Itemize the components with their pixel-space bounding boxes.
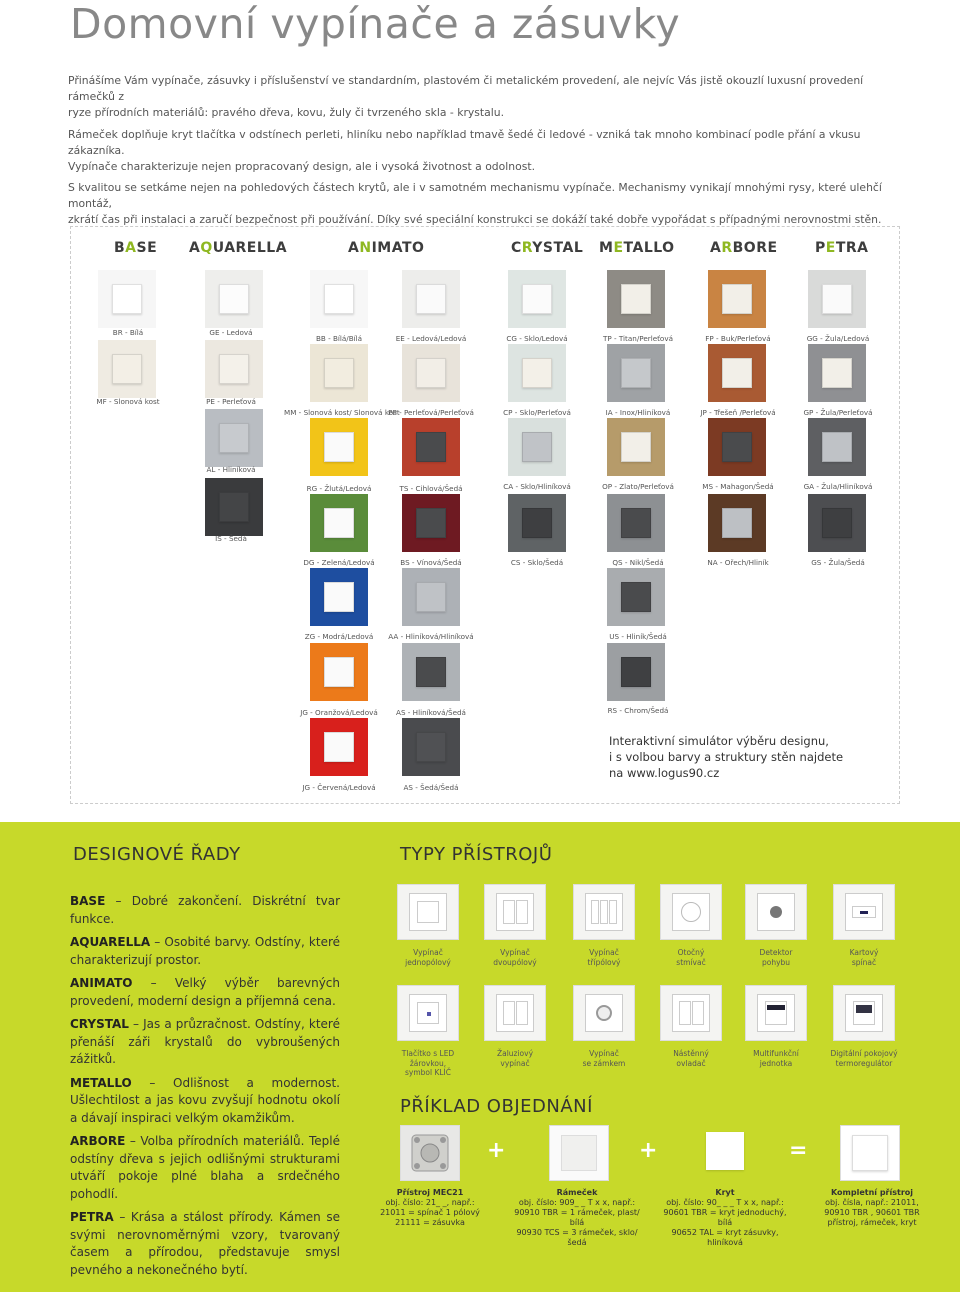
intro-paragraph-3 [68,180,904,228]
device-caption: Vypínač jednopólový [405,948,451,967]
device-plate [496,893,534,931]
swatch-key [822,358,852,388]
swatch-key [621,582,651,612]
swatch-label: BS - Vínová/Šedá [400,558,462,567]
plus-sign: + [487,1138,506,1163]
color-swatch [808,270,866,328]
color-swatch [508,270,566,328]
swatch-label: AA - Hliníková/Hliníková [388,632,474,641]
device-caption: Vypínač třípólový [587,948,621,967]
color-swatch [402,568,460,626]
frame-icon [561,1135,597,1171]
order-caption: Kompletní přístroj obj. čísla, např.: 21011, 90910 TBR , 90601 TBR přístroj, rámeček, kryt [824,1188,920,1227]
color-swatch [808,344,866,402]
swatch-key [522,432,552,462]
device-plate [845,994,883,1032]
brand-crystal: CRYSTAL [511,240,584,256]
swatch-key [219,354,249,384]
swatch-label: EE - Ledová/Ledová [395,334,467,343]
device-image [397,884,459,940]
swatch-key [219,284,249,314]
swatch-key [416,508,446,538]
swatch-label: IS - Šedá [215,534,247,543]
intro-line: Přinášíme Vám vypínače, zásuvky i příslušenství ve standardním, plastovém či metalickém provedení, ale nejvíc Vás jistě okouzlí luxusní provedení rámečků z [68,74,864,103]
swatch-key [324,508,354,538]
swatch-label: AL - Hliníková [206,465,256,474]
swatch-label: MF - Slonová kost [96,397,160,406]
device-caption: Otočný stmívač [676,948,706,967]
color-swatch [205,270,263,328]
color-swatch [402,643,460,701]
frame-image [549,1125,609,1181]
series-list [70,893,340,1285]
swatch-key [416,284,446,314]
swatch-label: QS - Nikl/Šedá [612,558,664,567]
swatch-key [416,432,446,462]
swatch-key [324,358,354,388]
brand-base: BASE [114,240,158,256]
color-swatch [310,568,368,626]
series-item: METALLO – Odlišnost a modernost. Ušlechtilost a jas kovu zvyšují hodnotu okolí a dávají inspiraci velkým okamžikům. [70,1075,340,1125]
swatch-key [522,358,552,388]
swatch-label: AS - Hliníková/Šedá [396,708,466,717]
color-swatch [310,718,368,776]
swatch-label: MM - Slonová kost/ Slonová kost [284,408,400,417]
designove-rady-heading: DESIGNOVÉ ŘADY [73,844,241,865]
device-plate [585,893,623,931]
device-caption: Vypínač se zámkem [582,1049,626,1068]
swatch-key [822,508,852,538]
device-plate [409,994,447,1032]
brand-animato: ANIMATO [348,240,425,256]
intro-line: Vypínače charakterizuje nejen propracovaný design, ale i vysoká životnost a odolnost. [68,160,536,173]
swatch-key [112,354,142,384]
equals-sign: = [789,1138,808,1163]
device-image [660,985,722,1041]
device-plate [496,994,534,1032]
swatch-label: BR - Bílá [112,328,144,337]
swatch-label: IA - Inox/Hliníková [605,408,671,417]
mechanism-image [400,1125,460,1181]
simulator-line: na www.logus90.cz [609,766,720,780]
color-swatch [607,494,665,552]
swatch-label: AS - Šedá/Šedá [403,783,459,792]
swatch-label: CA - Sklo/Hliníková [503,482,571,491]
typy-pristroju-heading: TYPY PŘÍSTROJŮ [400,844,553,865]
color-swatch [508,344,566,402]
swatch-label: MS - Mahagon/Šedá [702,482,774,491]
swatch-label: BB - Bílá/Bílá [315,334,363,343]
swatch-label: JG - Oranžová/Ledová [300,708,378,717]
color-swatch [310,270,368,328]
swatch-key [822,284,852,314]
swatch-key [219,423,249,453]
order-caption: Přístroj MEC21 obj. číslo: 21_ _, např.: 21011 = spínač 1 pólový 21111 = zásuvka [380,1188,480,1227]
mechanism-icon [408,1131,452,1175]
swatch-key [822,432,852,462]
swatch-label: GP - Žula/Perleťová [803,408,873,417]
simulator-line: Interaktivní simulátor výběru designu, [609,734,829,748]
swatch-key [324,582,354,612]
intro-line: S kvalitou se setkáme nejen na pohledových částech krytů, ale i v samotném mechanismu vypínače. Mechanismy vynikají mnohými rysy, které ulehčí montáž, [68,181,882,210]
color-swatch [98,270,156,328]
swatch-key [324,284,354,314]
color-palette-box [70,226,900,804]
color-swatch [402,494,460,552]
swatch-key [324,657,354,687]
simulator-line: i s volbou barvy a struktury stěn najdete [609,750,844,764]
color-swatch [310,494,368,552]
swatch-label: GS - Žula/Šedá [811,558,865,567]
swatch-label: DG - Zelená/Ledová [303,558,375,567]
series-item: CRYSTAL – Jas a průzračnost. Odstíny, které přenáší záři krystalů do vybroušených zážitků. [70,1017,340,1066]
color-swatch [708,494,766,552]
intro-line: ryze přírodních materiálů: pravého dřeva, kovu, žuly či tvrzeného skla - krystalu. [68,106,505,119]
swatch-key [324,732,354,762]
swatch-label: CP - Sklo/Perleťová [503,408,571,417]
color-swatch [402,344,460,402]
color-swatch [508,494,566,552]
color-swatch [402,418,460,476]
device-image [573,985,635,1041]
swatch-key [324,432,354,462]
color-swatch [402,270,460,328]
swatch-label: FP - Buk/Perleťová [705,334,771,343]
swatch-label: TS - Cihlová/Šedá [399,484,463,493]
device-image [484,985,546,1041]
device-image [660,884,722,940]
swatch-key [722,284,752,314]
swatch-label: PP - Perleťová/Perleťová [388,408,474,417]
complete-device-icon [852,1135,888,1171]
color-swatch [708,270,766,328]
device-plate [757,994,795,1032]
swatch-label: OP - Zlato/Perleťová [602,482,674,491]
swatch-key [722,432,752,462]
device-plate [757,893,795,931]
color-swatch [607,568,665,626]
color-swatch [205,340,263,398]
swatch-label: RS - Chrom/Šedá [607,706,669,715]
intro-paragraph-1 [68,73,904,121]
series-item: ARBORE – Volba přírodních materiálů. Teplé odstíny dřeva s jejich odlišnými strukturami utváří pokoje plné blaha a srdečného pohodlí. [70,1134,340,1201]
swatch-label: GA - Žula/Hliníková [803,482,873,491]
swatch-key [219,492,249,522]
swatch-key [722,358,752,388]
swatch-key [416,358,446,388]
device-caption: Kartový spínač [849,948,879,967]
plus-sign: + [639,1138,658,1163]
device-plate [845,893,883,931]
swatch-key [722,508,752,538]
brand-metallo: METALLO [599,240,675,256]
color-swatch [607,418,665,476]
swatch-label: ZG - Modrá/Ledová [304,632,374,641]
device-plate [672,994,710,1032]
swatch-key [621,657,651,687]
device-image [397,985,459,1041]
series-item: ANIMATO – Velký výběr barevných provedení, moderní design a příjemná cena. [70,976,340,1008]
color-swatch [607,344,665,402]
color-swatch [508,418,566,476]
device-caption: Digitální pokojový termoregulátor [830,1049,898,1068]
device-image [833,884,895,940]
device-caption: Tlačítko s LED žárovkou, symbol KLÍČ [401,1049,455,1077]
device-plate [585,994,623,1032]
swatch-key [621,284,651,314]
swatch-label: US - Hliník/Šedá [609,632,667,641]
priklad-objednani-heading: PŘÍKLAD OBJEDNÁNÍ [400,1096,593,1117]
intro-paragraph-2 [68,127,904,175]
swatch-key [112,284,142,314]
color-swatch [708,418,766,476]
color-swatch [310,418,368,476]
device-caption: Nástěnný ovladač [673,1049,709,1068]
swatch-label: PE - Perleťová [206,397,256,406]
cover-image [706,1132,744,1170]
order-caption: Kryt obj. číslo: 90_ _ _ T x x, např.: 90601 TBR = kryt jednoduchý, bílá 90652 TAL = kryt zásuvky, hliníková [663,1188,787,1247]
swatch-label: JG - Červená/Ledová [302,783,376,792]
device-caption: Multifunkční jednotka [753,1049,799,1068]
brand-petra: PETRA [815,240,869,256]
device-image [484,884,546,940]
series-item: PETRA – Krása a stálost přírody. Kámen se svými nerovnoměrnými vzory, tvarovaný časem a přírodou, představuje smysl pevného a nekonečného bytí. [70,1210,340,1277]
color-swatch [808,418,866,476]
device-image [573,884,635,940]
swatch-label: GG - Žula/Ledová [806,334,870,343]
swatch-key [416,732,446,762]
color-swatch [607,270,665,328]
device-image [833,985,895,1041]
series-item: BASE – Dobré zakončení. Diskrétní tvar funkce. [70,894,340,926]
swatch-label: CG - Sklo/Ledová [506,334,568,343]
intro-line: zkrátí čas při instalaci a zaručí bezpečnost při používání. Díky své speciální konstrukci se dokáží také dobře vypořádat s případnými nerovnostmi stěn. [68,213,882,226]
device-caption: Detektor pohybu [759,948,793,967]
color-swatch [607,643,665,701]
swatch-key [621,358,651,388]
swatch-label: RG - Žlutá/Ledová [306,484,372,493]
color-swatch [205,478,263,536]
swatch-key [416,657,446,687]
color-swatch [708,344,766,402]
brand-aquarella: AQUARELLA [189,240,288,256]
color-swatch [310,344,368,402]
swatch-key [416,582,446,612]
swatch-key [621,508,651,538]
color-swatch [205,409,263,467]
intro-line: Rámeček doplňuje kryt tlačítka v odstínech perleti, hliníku nebo například tmavě šedé či ledové - vzniká tak mnoho kombinací podle přání a vkusu zákazníka. [68,128,861,157]
brand-row [70,240,900,258]
color-swatch [310,643,368,701]
device-image [745,884,807,940]
swatch-label: JP - Třešeň /Perleťová [700,408,776,417]
device-caption: Vypínač dvoupólový [493,948,537,967]
swatch-label: CS - Sklo/Šedá [510,558,564,567]
swatch-label: NA - Ořech/Hliník [707,558,769,567]
device-plate [409,893,447,931]
order-caption: Rámeček obj. číslo: 909_ _ T x x, např.: 90910 TBR = 1 rámeček, plast/ bílá 90930 TCS = 3 rámeček, sklo/šedá [514,1188,640,1247]
swatch-key [522,284,552,314]
color-swatch [98,340,156,398]
series-item: AQUARELLA – Osobité barvy. Odstíny, které charakterizují prostor. [70,935,340,967]
swatch-key [522,508,552,538]
complete-device-image [840,1125,900,1181]
color-swatch [402,718,460,776]
swatch-label: TP - Titan/Perleťová [602,334,673,343]
swatch-label: GE - Ledová [209,328,253,337]
simulator-note [609,733,843,781]
color-swatch [808,494,866,552]
brand-arbore: ARBORE [710,240,778,256]
device-image [745,985,807,1041]
swatch-key [621,432,651,462]
device-caption: Žaluziový vypínač [496,1049,534,1068]
page-title: Domovní vypínače a zásuvky [70,0,681,48]
device-plate [672,893,710,931]
